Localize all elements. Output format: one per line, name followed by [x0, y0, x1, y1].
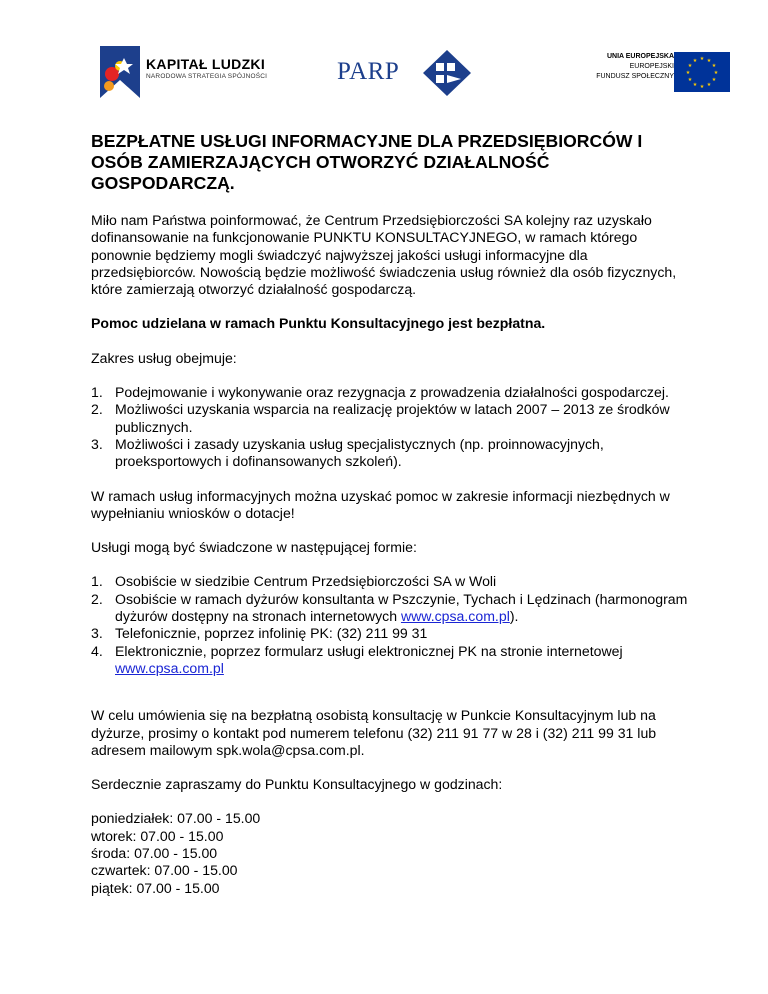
- svg-text:★: ★: [711, 63, 717, 69]
- kapital-ludzki-emblem-icon: [98, 44, 144, 102]
- list-item-text-end: ).: [509, 608, 519, 625]
- list-item: [91, 384, 691, 401]
- list-item: [91, 591, 691, 626]
- hours-row: środa: 07.00 - 15.00: [91, 845, 218, 862]
- list-item-text: Możliwości i zasady uzyskania usług specjalistycznych (np. proinnowacyjnych, proeksportowych i dofinansowanych szkoleń).: [115, 435, 604, 470]
- svg-text:★: ★: [687, 77, 693, 83]
- list-number: 2.: [91, 401, 103, 418]
- svg-text:★: ★: [706, 82, 712, 88]
- document-body: [91, 131, 691, 897]
- hours-row: piątek: 07.00 - 15.00: [91, 879, 220, 896]
- list-item-text: Telefonicznie, poprzez infolinię PK: (32) 211 99 31: [115, 625, 428, 642]
- invite-paragraph: Serdecznie zapraszamy do Punktu Konsultacyjnego w godzinach:: [91, 776, 503, 793]
- list-number: 3.: [91, 435, 103, 452]
- help-info-paragraph: W ramach usług informacyjnych można uzyskać pomoc w zakresie informacji niezbędnych w wypełnianiu wniosków o dotacje!: [91, 487, 670, 521]
- list-item-text: Podejmowanie i wykonywanie oraz rezygnacja z prowadzenia działalności gospodarczej.: [115, 384, 669, 401]
- cpsa-website-link[interactable]: www.cpsa.com.pl: [115, 659, 224, 676]
- list-item: [91, 573, 691, 590]
- contact-paragraph: W celu umówienia się na bezpłatną osobistą konsultację w Punkcie Konsultacyjnym lub na dyżurze, prosimy o kontakt pod numerem telefonu (32) 211 91 77 w 28 i (32) 211 99 31 lub adresem mailowym spk.wola@cpsa.com.pl.: [91, 707, 657, 758]
- page-title: BEZPŁATNE USŁUGI INFORMACYJNE DLA PRZEDSIĘBIORCÓW I OSÓB ZAMIERZAJĄCYCH OTWORZYĆ DZIAŁALNOŚĆ GOSPODARCZĄ.: [91, 131, 643, 193]
- parp-logo: [337, 48, 477, 98]
- list-item-text: Osobiście w ramach dyżurów konsultanta w Pszczynie, Tychach i Lędzinach (harmonogram dyżurów dostępny na stronach internetowych: [115, 590, 688, 625]
- free-notice: Pomoc udzielana w ramach Punktu Konsultacyjnego jest bezpłatna.: [91, 315, 546, 332]
- svg-text:★: ★: [692, 82, 698, 88]
- list-item: [91, 436, 691, 471]
- list-number: 4.: [91, 642, 103, 659]
- parp-name: PARP: [337, 58, 400, 85]
- list-item: [91, 643, 691, 678]
- scope-list: [91, 384, 691, 470]
- list-number: 1.: [91, 573, 103, 590]
- svg-text:★: ★: [687, 63, 693, 69]
- list-number: 1.: [91, 384, 103, 401]
- eu-line-2: EUROPEJSKI: [629, 63, 674, 70]
- list-item: [91, 401, 691, 436]
- kapital-ludzki-subtitle: NARODOWA STRATEGIA SPÓJNOŚCI: [146, 73, 268, 80]
- eu-flag-icon: [674, 52, 730, 92]
- hours-row: poniedziałek: 07.00 - 15.00: [91, 810, 261, 827]
- header-logos: [0, 40, 768, 102]
- forms-list: [91, 573, 691, 677]
- list-item-text: Elektronicznie, poprzez formularz usługi elektronicznej PK na stronie internetowej: [115, 642, 623, 659]
- intro-paragraph: Miło nam Państwa poinformować, że Centrum Przedsiębiorczości SA kolejny raz uzyskało dofinansowanie na funkcjonowanie PUNKTU KONSULTACYJNEGO, w ramach którego ponownie będziemy mogli świadczyć najwyższej jakości usługi informacyjne dla przedsiębiorców. Nowością będzie możliwość świadczenia usług również dla osób fizycznych, które zamierzają otworzyć działalność gospodarczą.: [91, 212, 677, 298]
- svg-text:★: ★: [699, 56, 705, 62]
- list-number: 2.: [91, 590, 103, 607]
- hours-row: wtorek: 07.00 - 15.00: [91, 827, 224, 844]
- opening-hours: [91, 810, 691, 896]
- svg-text:★: ★: [699, 84, 705, 90]
- svg-text:★: ★: [713, 70, 719, 76]
- kapital-ludzki-logo: [98, 44, 288, 102]
- scope-intro: Zakres usług obejmuje:: [91, 349, 237, 366]
- svg-text:★: ★: [706, 58, 712, 64]
- svg-text:★: ★: [711, 77, 717, 83]
- cpsa-website-link[interactable]: www.cpsa.com.pl: [400, 608, 510, 625]
- eu-logo: [560, 52, 730, 96]
- eu-line-3: FUNDUSZ SPOŁECZNY: [596, 73, 674, 80]
- svg-text:★: ★: [685, 70, 691, 76]
- list-number: 3.: [91, 625, 103, 642]
- hours-row: czwartek: 07.00 - 15.00: [91, 862, 238, 879]
- svg-text:★: ★: [692, 58, 698, 64]
- list-item: [91, 625, 691, 642]
- parp-emblem-icon: [421, 48, 473, 98]
- eu-line-1: UNIA EUROPEJSKA: [606, 53, 674, 60]
- kapital-ludzki-title: KAPITAŁ LUDZKI: [146, 56, 266, 72]
- list-item-text: Możliwości uzyskania wsparcia na realizację projektów w latach 2007 – 2013 ze środków publicznych.: [115, 401, 670, 435]
- list-item-text: Osobiście w siedzibie Centrum Przedsiębiorczości SA w Woli: [115, 573, 497, 590]
- forms-intro: Usługi mogą być świadczone w następującej formie:: [91, 539, 417, 556]
